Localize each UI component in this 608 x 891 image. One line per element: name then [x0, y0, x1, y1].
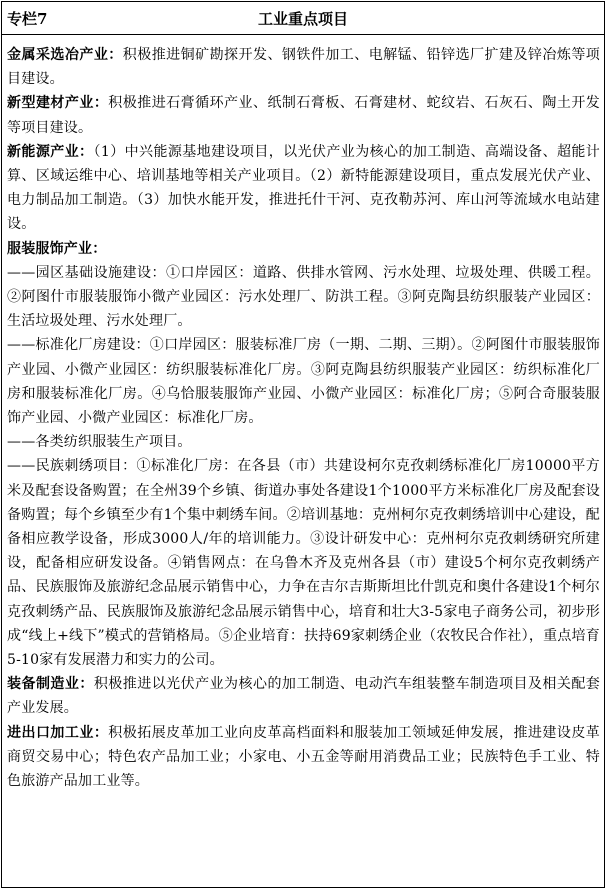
paragraph-standard-plants: [7, 333, 600, 430]
paragraph-textile-production: [7, 430, 600, 454]
section-text: 积极推进以光伏产业为核心的加工制造、电动汽车组装整车制造项目及相关配套产业发展。: [7, 676, 601, 717]
section-heading: 新型建材产业：: [7, 95, 109, 112]
paragraph-building-materials: [7, 91, 600, 139]
box-header: [2, 2, 604, 35]
paragraph-metal: [7, 43, 600, 91]
section-heading: 进出口加工业：: [7, 724, 109, 741]
paragraph-apparel: [7, 237, 600, 261]
paragraph-import-export: [7, 721, 600, 794]
box-content: [2, 35, 604, 793]
section-text: ——各类纺织服装生产项目。: [7, 434, 192, 451]
paragraph-embroidery: [7, 454, 600, 672]
section-text: （1）中兴能源基地建设项目，以光伏产业为核心的加工制造、高端设备、超能计算、区域运维中心、培训基地等相关产业项目。（2）新特能源建设项目，重点发展光伏产业、电力制品加工制造。（3）加快水能开发，推进托什干河、克孜勒苏河、库山河等流域水电站建设。: [7, 143, 601, 233]
paragraph-new-energy: [7, 140, 600, 237]
column-tag: 专栏7: [7, 10, 48, 28]
section-text: 积极拓展皮革加工业向皮革高档面料和服装加工领域延伸发展，推进建设皮革商贸交易中心；特色农产品加工业；小家电、小五金等耐用消费品工业；民族特色手工业、特色旅游产品加工业等。: [7, 724, 600, 790]
section-text: 积极推进石膏循环产业、纸制石膏板、石膏建材、蛇纹岩、石灰石、陶土开发等项目建设。: [7, 95, 600, 136]
section-text: ——园区基础设施建设：①口岸园区：道路、供排水管网、污水处理、垃圾处理、供暖工程。②阿图什市服装服饰小微产业园区：污水处理厂、防洪工程。③阿克陶县纺织服装产业园区：生活垃圾处理、污水处理厂。: [7, 264, 600, 330]
section-heading: 服装服饰产业：: [7, 240, 107, 257]
section-text: 积极推进铜矿勘探开发、钢铁件加工、电解锰、铅锌选厂扩建及锌冶炼等项目建设。: [7, 47, 600, 88]
section-heading: 新能源产业：: [7, 143, 94, 160]
section-text: ——标准化厂房建设：①口岸园区：服装标准厂房（一期、二期、三期）。②阿图什市服装服饰产业园、小微产业园区：纺织服装标准化厂房。③阿克陶县纺织服装产业园区：纺织标准化厂房和服装标准化厂房。④乌恰服装服饰产业园、小微产业园区：标准化厂房；⑤阿合奇服装服饰产业园、小微产业园区：标准化厂房。: [7, 337, 600, 427]
feature-box: [1, 1, 605, 888]
section-heading: 装备制造业：: [7, 676, 94, 693]
paragraph-equipment: [7, 672, 600, 720]
section-heading: 金属采选冶产业：: [7, 47, 123, 63]
paragraph-park-infrastructure: [7, 261, 600, 334]
box-title: 工业重点项目: [257, 10, 348, 28]
section-text: ——民族刺绣项目：①标准化厂房：在各县（市）共建设柯尔克孜刺绣标准化厂房10000平方米及配套设备购置；在全州39个乡镇、街道办事处各建设1个1000平方米标准化厂房及配套设备购置；每个乡镇至少有1个集中刺绣车间。②培训基地：克州柯尔克孜刺绣培训中心建设，配备相应教学设备，形成3000人/年的培训能力。③设计研发中心：克州柯尔克孜刺绣研究所建设，配备相应研发设备。④销售网点：在乌鲁木齐及克州各县（市）建设5个柯尔克孜刺绣产品、民族服饰及旅游纪念品展示销售中心，力争在吉尔吉斯斯坦比什凯克和奥什各建设1个柯尔克孜刺绣产品、民族服饰及旅游纪念品展示销售中心，培育和壮大3-5家电子商务公司，初步形成“线上+线下”模式的营销格局。⑤企业培育：扶持69家刺绣企业（农牧民合作社），重点培育5-10家有发展潜力和实力的公司。: [7, 458, 600, 669]
